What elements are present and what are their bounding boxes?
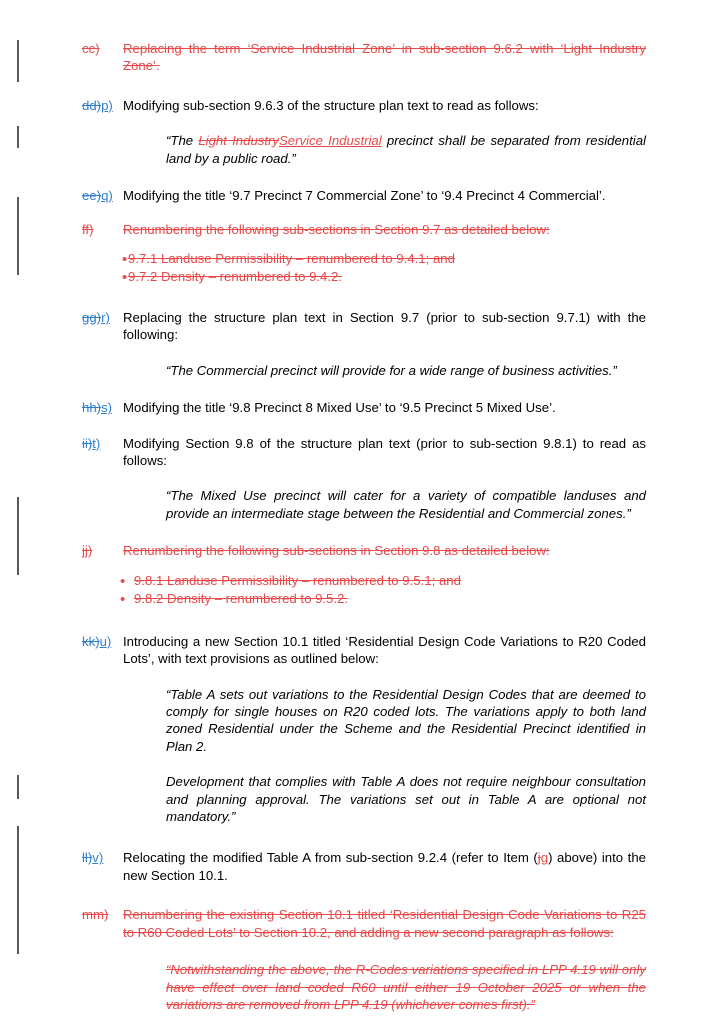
amendment-item-s bbox=[0, 399, 706, 416]
quote-deleted-term: Light Industry bbox=[198, 133, 280, 149]
item-text-u: Introducing a new Section 10.1 titled ‘Residential Design Code Variations to R20 Coded Lots’, with text provisions as outlined below: bbox=[123, 633, 646, 667]
item-text-v bbox=[82, 849, 646, 884]
cross-reference-inserted: g bbox=[540, 850, 549, 866]
amendment-item-t bbox=[0, 435, 706, 470]
marker-inserted-u: u) bbox=[99, 633, 112, 649]
list-item-label: 9.7.1 Landuse Permissibility – renumbered to 9.4.1; and bbox=[128, 250, 455, 266]
bullet-icon: • bbox=[122, 250, 128, 268]
marker-deleted-gg: gg) bbox=[82, 309, 102, 325]
list-item bbox=[0, 268, 706, 286]
marker-inserted-p: p) bbox=[101, 97, 113, 113]
amendment-item-v bbox=[0, 849, 706, 884]
item-text-p: Modifying sub-section 9.6.3 of the structure plan text to read as follows: bbox=[123, 97, 539, 113]
item-text-cc: Replacing the term ‘Service Industrial Zone’ in sub-section 9.6.2 with ‘Light Industry Zone’. bbox=[123, 41, 646, 74]
amendment-item-u bbox=[0, 633, 706, 668]
quote-10-1-para-2: Development that complies with Table A does not require neighbour consultation and planning approval. The variations set out in Table A are optional not mandatory.” bbox=[166, 774, 646, 825]
item-text-q: Modifying the title ‘9.7 Precinct 7 Commercial Zone’ to ‘9.4 Precinct 4 Commercial’. bbox=[123, 188, 606, 204]
bullet-icon: • bbox=[120, 591, 126, 609]
marker-deleted-kk: kk) bbox=[82, 633, 100, 649]
marker-deleted-dd: dd) bbox=[82, 97, 102, 113]
item-text-v-before: Relocating the modified Table A from sub-section 9.2.4 (refer to Item ( bbox=[123, 850, 538, 866]
item-marker-t bbox=[82, 435, 100, 452]
amendment-item-p bbox=[0, 97, 706, 114]
amendment-item-mm bbox=[0, 906, 706, 941]
cross-reference-deleted: j bbox=[537, 850, 541, 866]
marker-deleted-ll: ll) bbox=[82, 850, 93, 866]
item-marker-v bbox=[82, 849, 103, 866]
bullet-icon: • bbox=[120, 572, 126, 590]
marker-deleted-hh: hh) bbox=[82, 400, 102, 416]
marker-inserted-q: q) bbox=[101, 188, 113, 204]
quote-lead: “The bbox=[166, 133, 199, 149]
marker-inserted-v: v) bbox=[92, 850, 104, 866]
quote-tail: precinct shall be separated from residential land by a public road.” bbox=[166, 133, 646, 166]
amendment-item-q bbox=[0, 187, 706, 204]
item-text-s: Modifying the title ‘9.8 Precinct 8 Mixed Use’ to ‘9.5 Precinct 5 Mixed Use’. bbox=[123, 400, 556, 416]
marker-deleted-ee: ee) bbox=[82, 188, 102, 204]
item-marker-jj: jj) bbox=[82, 543, 93, 559]
amendment-item-cc bbox=[0, 40, 706, 75]
item-marker-ff: ff) bbox=[82, 221, 94, 237]
list-item-label: 9.7.2 Density – renumbered to 9.4.2. bbox=[128, 269, 343, 285]
amendment-item-ff bbox=[0, 221, 706, 238]
bullet-list-jj bbox=[0, 572, 706, 609]
list-item bbox=[0, 572, 706, 590]
marker-deleted-ii: ii) bbox=[82, 435, 93, 451]
bullet-icon: • bbox=[122, 269, 128, 287]
quote-inserted-term: Service Industrial bbox=[279, 133, 382, 149]
item-marker-p bbox=[82, 97, 113, 114]
item-text-jj: Renumbering the following sub-sections in Section 9.8 as detailed below: bbox=[123, 543, 550, 559]
item-text-ff: Renumbering the following sub-sections in Section 9.7 as detailed below: bbox=[123, 221, 550, 237]
item-marker-q bbox=[82, 187, 113, 204]
marker-inserted-s: s) bbox=[101, 400, 113, 416]
marker-inserted-r: r) bbox=[101, 309, 110, 325]
list-item-label: 9.8.1 Landuse Permissibility – renumbered to 9.5.1; and bbox=[134, 572, 461, 588]
quote-9-6-3 bbox=[0, 132, 706, 167]
marker-inserted-t: t) bbox=[92, 435, 101, 451]
item-marker-mm: mm) bbox=[82, 907, 109, 923]
list-item-label: 9.8.2 Density – renumbered to 9.5.2. bbox=[134, 591, 349, 607]
item-marker-u bbox=[82, 633, 111, 650]
quote-9-7: “The Commercial precinct will provide for a wide range of business activities.” bbox=[166, 362, 617, 378]
item-text-v-after: ) above) into the new Section 10.1. bbox=[123, 850, 646, 883]
list-item bbox=[0, 590, 706, 608]
amendment-item-jj bbox=[0, 542, 706, 559]
item-text-t: Modifying Section 9.8 of the structure plan text (prior to sub-section 9.8.1) to read as follows: bbox=[123, 435, 646, 469]
item-marker-r bbox=[82, 309, 110, 326]
quote-mm-deleted: “Notwithstanding the above, the R-Codes variations specified in LPP 4.19 will only have effect over land coded R60 until either 19 October 2025 or when the variations are removed from LPP 4.19 (whichever comes first).” bbox=[166, 962, 646, 1013]
amendment-item-r bbox=[0, 309, 706, 344]
bullet-list-ff bbox=[0, 250, 706, 287]
quote-9-8: “The Mixed Use precinct will cater for a variety of compatible landuses and provide an intermediate stage between the Residential and Commercial zones.” bbox=[166, 488, 646, 521]
list-item bbox=[0, 250, 706, 268]
item-marker-cc: cc) bbox=[82, 41, 100, 56]
item-text-mm: Renumbering the existing Section 10.1 titled ‘Residential Design Code Variations to R25 to R60 Coded Lots’ to Section 10.2, and adding a new second paragraph as follows: bbox=[123, 907, 646, 940]
quote-10-1-para-1: “Table A sets out variations to the Residential Design Codes that are deemed to comply for single houses on R20 coded lots. The variations apply to both land zoned Residential under the Scheme and the Residential Precinct identified in Plan 2. bbox=[166, 686, 646, 754]
item-text-r: Replacing the structure plan text in Section 9.7 (prior to sub-section 9.7.1) with the following: bbox=[123, 309, 646, 343]
item-marker-s bbox=[82, 399, 112, 416]
